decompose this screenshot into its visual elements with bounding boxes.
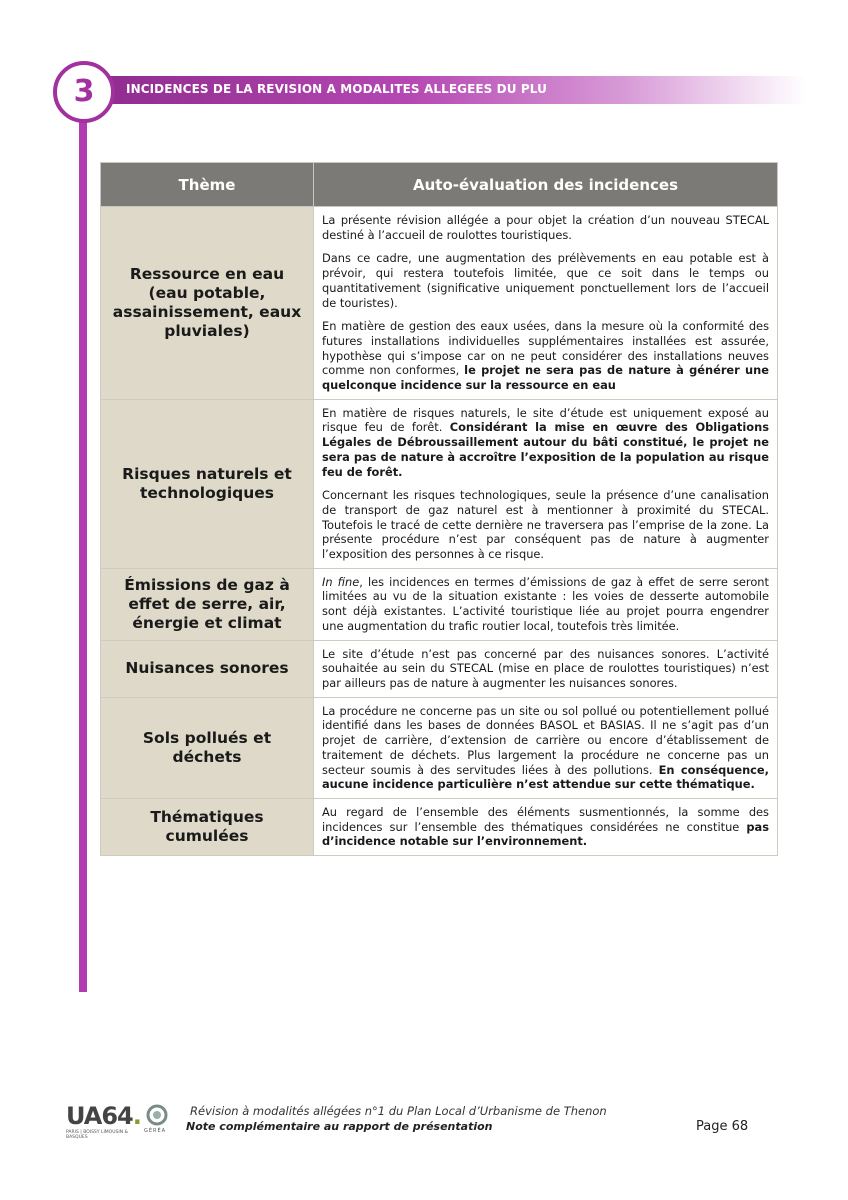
paragraph-text: Dans ce cadre, une augmentation des prélèvements en eau potable est à prévoir, qui restera toutefois limitée, que ce soit dans le temps ou quantitativement (significative uniquement ponctuellement lors de l’accueil de touristes). <box>322 251 769 310</box>
incidences-table <box>100 162 778 856</box>
evaluation-paragraph <box>322 213 769 242</box>
paragraph-text: La procédure ne concerne pas un site ou sol pollué ou potentiellement pollué identifié dans les bases de données BASOL et BASIAS. Il ne s’agit pas d’un projet de carrière, d’extension de carrière ou encore d’établissement de traitement de déchets. Plus largement la procédure ne concerne pas un secteur soumis à des servitudes liées à des pollutions. <box>322 703 769 777</box>
bold-conclusion: pas d’incidence notable sur l’environnement. <box>322 819 769 849</box>
left-accent-bar <box>79 120 87 992</box>
row-evaluation <box>314 697 778 798</box>
header-theme: Thème <box>101 163 314 207</box>
table-header-row <box>101 163 778 207</box>
gerea-logo-label: GÉRÉA <box>144 1128 167 1134</box>
evaluation-paragraph <box>322 647 769 691</box>
table-row <box>101 568 778 640</box>
row-evaluation <box>314 207 778 400</box>
gerea-logo-icon <box>146 1104 168 1126</box>
footer-document-title: Révision à modalités allégées n°1 du Plan Local d’Urbanisme de Thenon <box>190 1104 607 1118</box>
table-row <box>101 640 778 697</box>
logo-dot: . <box>132 1102 141 1130</box>
row-theme: Risques naturels et technologiques <box>101 399 314 568</box>
evaluation-paragraph <box>322 406 769 480</box>
row-theme: Émissions de gaz à effet de serre, air, énergie et climat <box>101 568 314 640</box>
paragraph-text: In fine <box>322 574 360 589</box>
bold-conclusion: le projet ne sera pas de nature à générer une quelconque incidence sur la ressource en eau <box>322 363 769 393</box>
section-number-badge <box>53 61 115 123</box>
evaluation-paragraph <box>322 704 769 792</box>
row-theme: Ressource en eau (eau potable, assainissement, eaux pluviales) <box>101 207 314 400</box>
row-theme: Thématiques cumulées <box>101 798 314 855</box>
bold-conclusion: Considérant la mise en œuvre des Obligations Légales de Débroussaillement autour du bâti constitué, le projet ne sera pas de nature à accroître l’exposition de la population au risque feu de forêt. <box>322 420 769 479</box>
logo-main-text: UA64 <box>66 1102 133 1130</box>
evaluation-paragraph <box>322 319 769 393</box>
table-row <box>101 798 778 855</box>
evaluation-paragraph <box>322 488 769 562</box>
paragraph-text: La présente révision allégée a pour objet la création d’un nouveau STECAL destiné à l’accueil de roulottes touristiques. <box>322 213 769 242</box>
section-number: 3 <box>73 74 95 109</box>
header-evaluation: Auto-évaluation des incidences <box>314 163 778 207</box>
paragraph-text: Le site d’étude n’est pas concerné par des nuisances sonores. L’activité souhaitée au sein du STECAL (mise en place de roulottes touristiques) n’est par ailleurs pas de nature à augmenter les nuisances sonores. <box>322 646 769 690</box>
paragraph-text: En matière de gestion des eaux usées, dans la mesure où la conformité des futures installations individuelles supplémentaires installées est assurée, hypothèse qui s’impose car on ne peut considérer des installations neuves comme non conformes, <box>322 319 769 378</box>
table-row <box>101 697 778 798</box>
row-theme: Sols pollués et déchets <box>101 697 314 798</box>
paragraph-text: En matière de risques naturels, le site d’étude est uniquement exposé au risque feu de forêt. <box>322 405 769 435</box>
paragraph-text: , les incidences en termes d’émissions de gaz à effet de serre seront limitées au vu de la situation existante : les voies de desserte automobile sont déjà existantes. L’activité touristique liée au projet pourra engendrer une augmentation du trafic routier local, toutefois très limitée. <box>322 574 769 633</box>
table-row <box>101 399 778 568</box>
page-number: Page 68 <box>696 1119 749 1134</box>
row-evaluation <box>314 798 778 855</box>
row-evaluation <box>314 640 778 697</box>
bold-conclusion: En conséquence, aucune incidence particulière n’est attendue sur cette thématique. <box>322 762 769 792</box>
table-body <box>101 207 778 856</box>
ua64-logo <box>66 1102 141 1140</box>
evaluation-paragraph <box>322 575 769 634</box>
logo-sub-text: PARIS | BOISSY LIMOUSIN & BASQUES <box>66 1130 129 1140</box>
row-evaluation <box>314 568 778 640</box>
row-theme: Nuisances sonores <box>101 640 314 697</box>
paragraph-text: Concernant les risques technologiques, seule la présence d’une canalisation de transport de gaz naturel est à mentionner à proximité du STECAL. Toutefois le tracé de cette dernière ne traversera pas l’emprise de la zone. La présente procédure n’est par conséquent pas de nature à augmenter l’exposition des personnes à ce risque. <box>322 488 769 562</box>
paragraph-text: Au regard de l’ensemble des éléments susmentionnés, la somme des incidences sur l’ensemble des thématiques considérées ne constitue <box>322 804 769 834</box>
section-title: INCIDENCES DE LA REVISION A MODALITES ALLEGEES DU PLU <box>126 82 547 96</box>
row-evaluation <box>314 399 778 568</box>
evaluation-paragraph <box>322 251 769 310</box>
table-row <box>101 207 778 400</box>
footer-document-subtitle: Note complémentaire au rapport de présentation <box>186 1120 493 1133</box>
evaluation-paragraph <box>322 805 769 849</box>
